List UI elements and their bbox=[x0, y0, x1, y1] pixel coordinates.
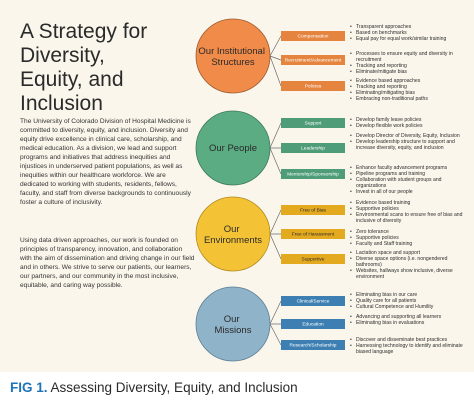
tag-label: Supportive bbox=[301, 257, 325, 263]
bullet-item: • Faculty and Staff training bbox=[350, 241, 470, 247]
bullets-recruitment-advancement bbox=[350, 51, 470, 75]
bullet-item: • Supportive policies bbox=[350, 206, 470, 212]
intro-paragraph: The University of Colorado Division of Hospital Medicine is committed to diversity, equity, and inclusion. Diversity and equity drive excellence in clinical care, scholarship, and medical education. As a division, we lead and support programs and initiatives that address inequities and injustices in underserved patient populations, as well as inequities within our healthcare workforce. We are dedicated to working with students, residents, fellows, faculty, and staff from diverse backgrounds to continuously foster a culture of inclusivity. bbox=[20, 118, 191, 206]
figure-caption bbox=[10, 380, 298, 396]
bullet-item: • Enhance faculty advancement programs bbox=[350, 165, 470, 171]
bullet-item: • Transparent approaches bbox=[350, 24, 470, 30]
tag-label: Compensation bbox=[297, 34, 329, 40]
tag-label: Support bbox=[304, 121, 322, 127]
title-line: Inclusion bbox=[20, 92, 103, 115]
bullet-item: • Develop family leave policies bbox=[350, 117, 470, 123]
bullets-education bbox=[350, 314, 470, 326]
tag-label: Education bbox=[302, 322, 324, 328]
pillar-label-people bbox=[209, 143, 257, 154]
bullets-clinical-service bbox=[350, 292, 470, 310]
bullet-item: • Eliminating bias in evaluations bbox=[350, 320, 470, 326]
bullets-policies bbox=[350, 78, 470, 102]
pillar-label-line: Environments bbox=[203, 235, 263, 246]
figure-number: FIG 1. bbox=[10, 380, 48, 395]
bullet-item: • Discover and disseminate best practices bbox=[350, 337, 470, 343]
connector-people bbox=[270, 123, 281, 174]
tag-label: Free of Harassment bbox=[291, 232, 335, 238]
bullets-mentorship-sponsorship bbox=[350, 165, 470, 195]
bullets-supportive bbox=[350, 250, 470, 280]
pillar-label-line: Structures bbox=[211, 57, 255, 68]
pillar-label-line: Our bbox=[223, 314, 240, 325]
tag-label: Free of Bias bbox=[300, 208, 326, 214]
title-line: Equity, and bbox=[20, 68, 124, 91]
bullet-item: • Processes to ensure equity and diversity in recruitment bbox=[350, 51, 470, 63]
connector-lines bbox=[270, 36, 281, 345]
bullets-research-scholarship bbox=[350, 337, 470, 355]
title-line: Diversity, bbox=[20, 44, 105, 67]
bullets-free-of-bias bbox=[350, 200, 470, 224]
bullet-item: • Develop Director of Diversity, Equity, Inclusion bbox=[350, 133, 470, 139]
tag-label: Leadership bbox=[301, 146, 325, 152]
bullet-item: • Evidence based approaches bbox=[350, 78, 470, 84]
connector-environments bbox=[270, 210, 281, 259]
bullet-item: • Develop leadership structure to support and increase diversity, equity, and inclusion bbox=[350, 139, 470, 151]
bullet-item: • Collaboration with student groups and organizations bbox=[350, 177, 470, 189]
category-tags-structures bbox=[281, 31, 345, 91]
bullet-item: • Evidence based training bbox=[350, 200, 470, 206]
bullet-item: • Eliminating bias in our care bbox=[350, 292, 470, 298]
bullet-item: • Quality care for all patients bbox=[350, 298, 470, 304]
bullet-item: • Harnessing technology to identify and eliminate biased language bbox=[350, 343, 470, 355]
bullet-item: • Eliminate/mitigate bias bbox=[350, 69, 470, 75]
bullet-item: • Cultural Competence and Humility bbox=[350, 304, 470, 310]
bullet-item: • Eliminating/mitigating bias bbox=[350, 90, 470, 96]
category-tags-missions bbox=[281, 296, 345, 350]
pillar-label-line: Missions bbox=[214, 325, 252, 336]
bullet-item: • Websites, hallways show inclusive, diverse environment bbox=[350, 268, 470, 280]
bullets-compensation bbox=[350, 24, 470, 42]
bullets-support bbox=[350, 117, 470, 129]
connector-structures bbox=[270, 36, 281, 86]
bullets-leadership bbox=[350, 133, 470, 151]
tag-label: Mentorship/Sponsorship bbox=[287, 172, 339, 178]
tag-label: Policies bbox=[304, 84, 322, 90]
bullet-item: • Diverse space options (i.e. nongendered bathrooms) bbox=[350, 256, 470, 268]
bullet-item: • Environmental scans to ensure free of bias and inclusive of diversity bbox=[350, 212, 470, 224]
bullet-item: • Supportive policies bbox=[350, 235, 470, 241]
title-line: A Strategy for bbox=[20, 20, 148, 43]
approach-paragraph: Using data driven approaches, our work is founded on principles of transparency, innovation, and collaboration with the aim of dissemination and driving change in our field and in others. We strive to serve our patients, our learners, our partners, and our community in the most inclusive, equitable, and caring way possible. bbox=[20, 237, 195, 289]
bullet-item: • Equal pay for equal work/similar training bbox=[350, 36, 470, 42]
bullet-item: • Embracing non-traditional paths bbox=[350, 96, 470, 102]
category-tags-people bbox=[281, 118, 345, 179]
bullets-free-of-harassment bbox=[350, 229, 470, 247]
bullet-item: • Zero tolerance bbox=[350, 229, 470, 235]
bullet-item: • Develop flexible work policies bbox=[350, 123, 470, 129]
bullet-item: • Advancing and supporting all learners bbox=[350, 314, 470, 320]
bullet-item: • Based on benchmarks bbox=[350, 30, 470, 36]
tag-label: Recruitment/Advancement bbox=[284, 58, 342, 64]
bullet-item: • Pipeline programs and training bbox=[350, 171, 470, 177]
tag-label: Clinical/Service bbox=[296, 299, 330, 305]
pillar-label-line: Our bbox=[223, 224, 240, 235]
bullet-item: • Tracking and reporting bbox=[350, 84, 470, 90]
bullet-item: • Invest in all of our people bbox=[350, 189, 470, 195]
tag-label: Research/Scholarship bbox=[289, 343, 337, 349]
pillar-label-line: Our Institutional bbox=[198, 46, 265, 57]
connector-missions bbox=[270, 301, 281, 345]
bullet-item: • Tracking and reporting bbox=[350, 63, 470, 69]
category-tags-environments bbox=[281, 205, 345, 264]
pillar-label-line: Our People bbox=[208, 143, 258, 154]
bullet-item: • Lactation space and support bbox=[350, 250, 470, 256]
caption-text: Assessing Diversity, Equity, and Inclusion bbox=[50, 380, 298, 395]
